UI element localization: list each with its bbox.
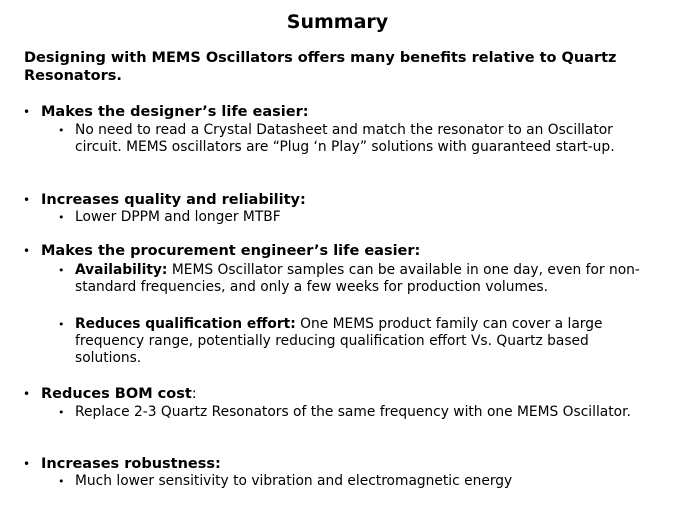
page-title: Summary: [286, 11, 389, 33]
sub-bullet-replace-resonators: • Replace 2-3 Quartz Resonators of the same frequency with one MEMS Oscillator.: [75, 404, 655, 421]
qualification-lead: Reduces qualification effort:: [75, 316, 296, 332]
qualification-text: One MEMS product family can cover a large frequency range, potentially reducing qualification effort Vs. Quartz based solutions.: [75, 316, 603, 366]
bullet-quality-reliability: • Increases quality and reliability:: [41, 191, 661, 209]
sub-bullet-availability: [75, 262, 655, 296]
bullet-bom-cost: [41, 385, 661, 403]
bullet-robustness: • Increases robustness:: [41, 455, 661, 473]
availability-text: MEMS Oscillator samples can be available in one day, even for non-standard frequencies, and only a few weeks for production volumes.: [75, 262, 640, 295]
bom-cost-heading: Reduces BOM cost: [41, 386, 192, 402]
availability-lead: Availability:: [75, 262, 168, 278]
bullet-procurement: • Makes the procurement engineer’s life easier:: [41, 242, 661, 260]
intro-text: Designing with MEMS Oscillators offers many benefits relative to Quartz Resonators.: [24, 50, 617, 84]
sub-bullet-qualification: [75, 316, 655, 367]
sub-bullet-dppm-mtbf: • Lower DPPM and longer MTBF: [75, 209, 655, 226]
bom-cost-colon: :: [191, 386, 197, 402]
sub-bullet-vibration: • Much lower sensitivity to vibration and electromagnetic energy: [75, 473, 655, 490]
bullet-designer-life: • Makes the designer’s life easier:: [41, 103, 661, 121]
sub-bullet-no-datasheet: • No need to read a Crystal Datasheet and match the resonator to an Oscillator circuit. MEMS oscillators are “Plug ‘n Play” solutions with guaranteed start-up.: [75, 122, 655, 156]
